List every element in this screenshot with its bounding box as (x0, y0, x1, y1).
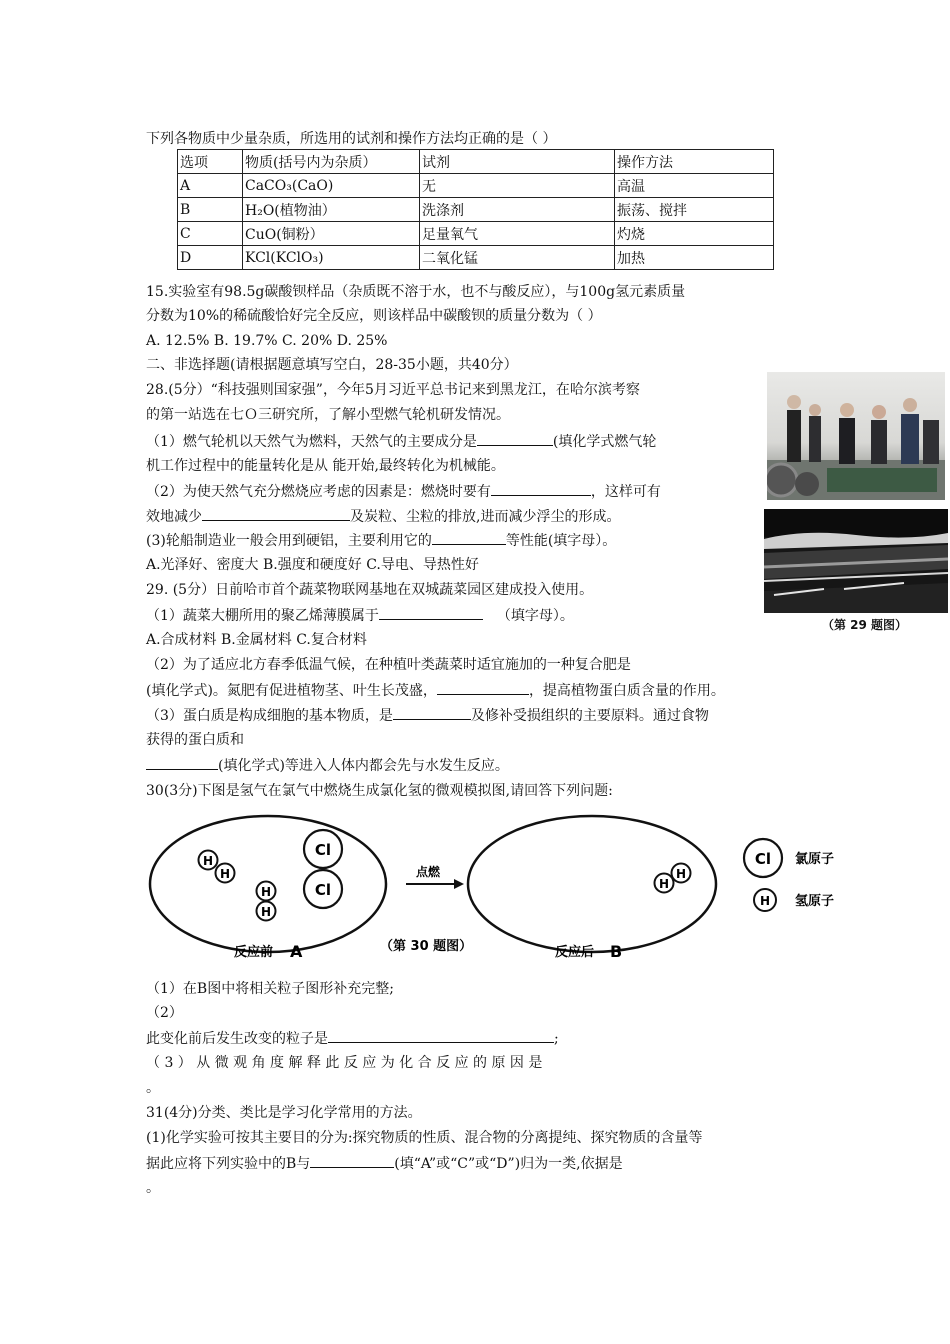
q29-line1: 29. (5分）日前哈市首个蔬菜物联网基地在双城蔬菜园区建成投入使用。 (146, 582, 594, 598)
answer-blank[interactable] (393, 705, 471, 720)
q28-part2 (146, 481, 661, 502)
table-cell: D (178, 246, 243, 270)
q31-line3-tail: (填“A”或“C”或“D”)归为一类,依据是 (394, 1156, 623, 1172)
hydrogen-molecule (257, 882, 276, 921)
table-row (178, 174, 774, 198)
inspection-photo (767, 372, 945, 500)
q29-line8-text: (填化学式)等进入人体内都会先与水发生反应。 (218, 758, 509, 774)
q28-line6 (146, 506, 620, 527)
q15-line1: 15.实验室有98.5g碳酸钡样品（杂质既不溶于水，也不与酸反应），与100g氢元素质量 (146, 284, 686, 300)
q28-line2: 的第一站选在七Ｏ三研究所，了解小型燃气轮机研发情况。 (146, 407, 510, 423)
legend-hydrogen-label: 氢原子 (795, 894, 835, 909)
table-cell: B (178, 198, 243, 222)
q28-line4: 机工作过程中的能量转化是从 能开始,最终转化为机械能。 (146, 458, 505, 474)
q31-line3-text: 据此应将下列实验中的B与 (146, 1156, 311, 1172)
table-cell: 二氧化锰 (420, 246, 615, 270)
arrow-head-icon (454, 879, 464, 889)
chlorine-symbol: Cl (314, 841, 332, 859)
q29-line7: 获得的蛋白质和 (146, 732, 244, 748)
greenhouse-photo (764, 509, 948, 613)
q29-figure-caption: （第 29 题图） (822, 618, 908, 632)
answer-blank[interactable] (310, 1153, 394, 1168)
table-cell: 足量氧气 (420, 222, 615, 246)
q30-part2-line (146, 1028, 559, 1049)
q30-figure-caption: （第 30 题图） (380, 939, 473, 954)
header-cell: 物质(括号内为杂质） (243, 150, 420, 174)
q28-options: A.光泽好、密度大 B.强度和硬度好 C.导电、导热性好 (146, 557, 479, 573)
q29-part1-text: （1）蔬菜大棚所用的聚乙烯薄膜属于 (146, 608, 379, 624)
q30-part3: （ 3 ） 从 微 观 角 度 解 释 此 反 应 为 化 合 反 应 的 原 因 是 (146, 1055, 543, 1071)
answer-blank[interactable] (379, 605, 483, 620)
table-cell: 加热 (615, 246, 774, 270)
table-cell: KCl(KClO₃) (243, 246, 420, 270)
table-cell: CuO(铜粉） (243, 222, 420, 246)
hydrogen-symbol: H (260, 885, 272, 899)
answer-blank[interactable] (202, 506, 350, 521)
table-cell: CaCO₃(CaO) (243, 174, 420, 198)
header-cell: 操作方法 (615, 150, 774, 174)
hydrogen-symbol: H (219, 867, 231, 881)
chlorine-molecule (304, 830, 342, 908)
table-row (178, 222, 774, 246)
q15-line2: 分数为10%的稀硫酸恰好完全反应，则该样品中碳酸钡的质量分数为（ ） (146, 308, 602, 324)
after-letter: B (610, 942, 623, 961)
table-cell: 无 (420, 174, 615, 198)
q30-part2: （2） (146, 1005, 183, 1021)
table-cell: 振荡、搅拌 (615, 198, 774, 222)
q28-line1: 28.(5分）“科技强则国家强”，今年5月习近平总书记来到黑龙江，在哈尔滨考察 (146, 382, 640, 398)
q29-line8 (146, 755, 509, 776)
q29-line5 (146, 680, 725, 701)
q29-options: A.合成材料 B.金属材料 C.复合材料 (146, 632, 367, 648)
table-cell: 灼烧 (615, 222, 774, 246)
q28-part1-text: （1）燃气轮机以天然气为燃料，天然气的主要成分是 (146, 434, 477, 450)
hydrogen-symbol: H (202, 854, 214, 868)
table-cell: A (178, 174, 243, 198)
q28-part3-text: (3)轮船制造业一般会用到硬铝，主要利用它的 (146, 533, 432, 549)
q28-line6-tail: 及炭粒、尘粒的排放,进而减少浮尘的形成。 (350, 509, 621, 525)
chlorine-symbol: Cl (314, 881, 332, 899)
q30-part2-tail: ; (554, 1031, 559, 1047)
hydrogen-symbol: H (675, 867, 687, 881)
hydrogen-molecule (199, 851, 235, 883)
legend-hydrogen-symbol: H (759, 894, 771, 908)
greenhouse-photo-art (764, 509, 948, 613)
q28-part3 (146, 530, 616, 551)
hydrogen-symbol: H (260, 905, 272, 919)
q29-part3 (146, 705, 709, 726)
table-row (178, 246, 774, 270)
q28-part3-tail: 等性能(填字母）。 (505, 533, 617, 549)
answer-blank[interactable] (491, 481, 591, 496)
q29-line5-text: (填化学式)。氮肥有促进植物茎、叶生长茂盛， (146, 683, 437, 699)
q30-part2-text: 此变化前后发生改变的粒子是 (146, 1031, 328, 1047)
q29-line5-tail: ，提高植物蛋白质含量的作用。 (528, 683, 725, 699)
answer-blank[interactable] (437, 680, 529, 695)
q30-part1: （1）在B图中将相关粒子图形补充完整; (146, 981, 394, 997)
reaction-diagram (140, 812, 860, 972)
q31-line4: 。 (146, 1180, 160, 1196)
q30-part3-end: 。 (146, 1080, 160, 1096)
q28-part2-text: （2）为使天然气充分燃烧应考虑的因素是：燃烧时要有 (146, 484, 491, 500)
before-label: 反应前 (234, 945, 274, 960)
header-cell: 选项 (178, 150, 243, 174)
q30-line1: 30(3分)下图是氢气在氯气中燃烧生成氯化氢的微观模拟图,请回答下列问题: (146, 783, 613, 799)
table-cell: 高温 (615, 174, 774, 198)
q28-part1-tail: (填化学式燃气轮 (552, 434, 657, 450)
q28-part2-tail: ，这样可有 (590, 484, 661, 500)
q29-part3-tail: 及修补受损组织的主要原料。通过食物 (470, 708, 709, 724)
q15-options: A. 12.5% B. 19.7% C. 20% D. 25% (146, 333, 388, 349)
options-table (177, 149, 774, 270)
table-cell: 洗涤剂 (420, 198, 615, 222)
table-row (178, 198, 774, 222)
answer-blank[interactable] (477, 431, 553, 446)
answer-blank[interactable] (146, 755, 218, 770)
table-cell: C (178, 222, 243, 246)
inspection-photo-art (767, 372, 945, 500)
q29-part2: （2）为了适应北方春季低温气候，在种植叶类蔬菜时适宜施加的一种复合肥是 (146, 657, 631, 673)
hydrogen-molecule (655, 864, 691, 893)
q28-part1 (146, 431, 656, 452)
section-heading: 二、非选择题(请根据题意填写空白，28-35小题，共40分） (146, 357, 518, 373)
before-letter: A (290, 942, 303, 961)
q29-part1 (146, 605, 574, 626)
after-container (468, 816, 716, 952)
hydrogen-symbol: H (658, 877, 670, 891)
q28-line6-text: 效地减少 (146, 509, 202, 525)
header-cell: 试剂 (420, 150, 615, 174)
q29-part3-text: （3）蛋白质是构成细胞的基本物质，是 (146, 708, 393, 724)
after-label: 反应后 (555, 945, 595, 960)
table-header-row (178, 150, 774, 174)
legend-chlorine-label: 氯原子 (795, 852, 835, 867)
answer-blank[interactable] (328, 1028, 554, 1043)
answer-blank[interactable] (432, 530, 506, 545)
q14-stem: 下列各物质中少量杂质，所选用的试剂和操作方法均正确的是（ ） (146, 131, 557, 147)
q31-line1: 31(4分)分类、类比是学习化学常用的方法。 (146, 1105, 422, 1121)
q29-part1-tail: （填字母）。 (496, 608, 574, 624)
table-cell: H₂O(植物油） (243, 198, 420, 222)
ignite-label: 点燃 (415, 865, 441, 879)
q31-line2: (1)化学实验可按其主要目的分为:探究物质的性质、混合物的分离提纯、探究物质的含量等 (146, 1130, 703, 1146)
q31-line3 (146, 1153, 623, 1174)
legend-chlorine-symbol: Cl (754, 850, 772, 868)
